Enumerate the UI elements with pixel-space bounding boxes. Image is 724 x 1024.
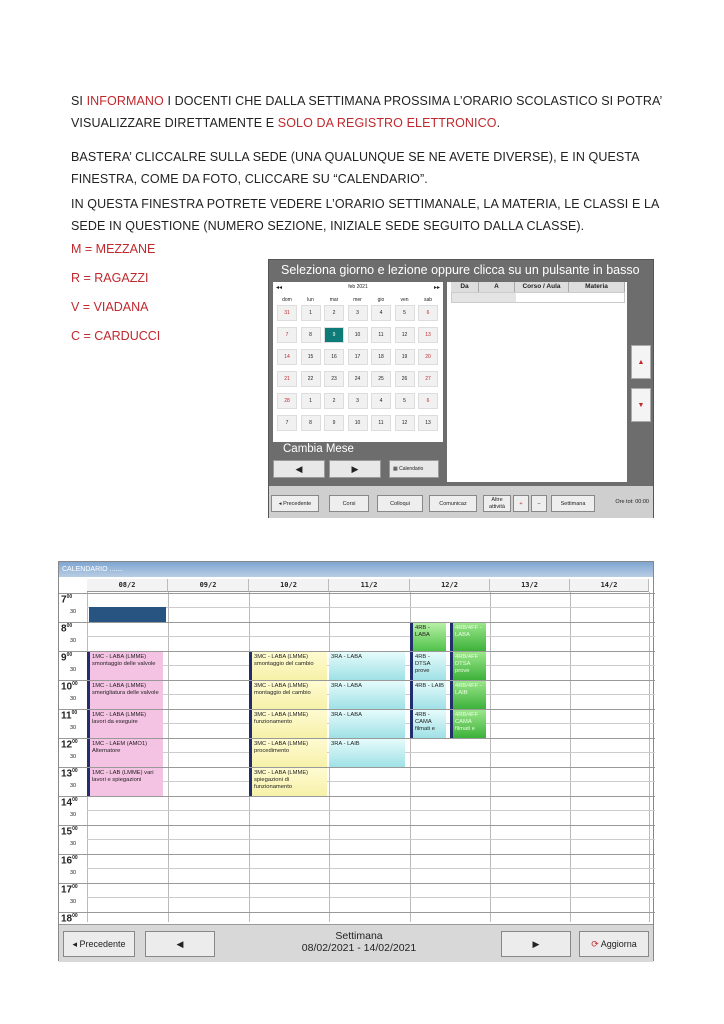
day-cell[interactable]: 26: [395, 371, 415, 387]
day-cell[interactable]: 16: [324, 349, 344, 365]
intro-highlight: SOLO DA REGISTRO ELETTRONICO: [277, 116, 497, 130]
event-block[interactable]: 1MC - LAEM (AMO1) Alternatore: [87, 739, 163, 767]
week-title: Settimana: [335, 930, 383, 942]
hour-label: $8^{00}$: [61, 623, 73, 635]
prev-month-button[interactable]: ◀: [273, 460, 325, 478]
half-hour-label: 30: [70, 899, 77, 905]
day-column-header: 11/2: [329, 579, 410, 592]
day-column-header: 14/2: [570, 579, 649, 592]
day-cell[interactable]: 20: [418, 349, 438, 365]
day-cell[interactable]: 9: [324, 415, 344, 431]
event-block[interactable]: 1MC - LAB (LMME) vari lavori e spiegazioni: [87, 768, 163, 796]
day-cell[interactable]: 6: [418, 393, 438, 409]
weekday-label: dom: [282, 297, 292, 303]
calendar-title: CALENDARIO .......: [59, 562, 653, 577]
event-block[interactable]: 1MC - LABA (LMME) smontaggio delle valvole: [87, 652, 163, 680]
day-cell[interactable]: 10: [348, 327, 368, 343]
day-cell[interactable]: 11: [371, 327, 391, 343]
corsi-button[interactable]: Corsi: [329, 495, 369, 512]
half-hour-label: 30: [70, 638, 77, 644]
calendar-bottom-bar: [59, 924, 653, 962]
add-button[interactable]: +: [513, 495, 529, 512]
col-da: Da: [451, 282, 479, 292]
day-cell[interactable]: 5: [395, 393, 415, 409]
next-week-button[interactable]: ▶: [501, 931, 571, 957]
day-cell[interactable]: 14: [277, 349, 297, 365]
col-corso-aula: Corso / Aula: [515, 282, 569, 292]
next-month-button[interactable]: ▶: [329, 460, 381, 478]
hour-divider: [59, 825, 655, 826]
weekday-label: gio: [377, 297, 385, 303]
scroll-down-button[interactable]: ▼: [631, 388, 651, 422]
hour-label: $14^{00}$: [61, 797, 78, 809]
legend-ragazzi: R = RAGAZZI: [71, 271, 149, 285]
intro-text: IN QUESTA FINESTRA POTRETE VEDERE L’ORARIO SETTIMANALE, LA MATERIA, LE CLASSI E LA: [71, 197, 660, 211]
calendario-button[interactable]: [389, 460, 439, 478]
mini-calendar: [273, 282, 443, 442]
col-a: A: [479, 282, 515, 292]
day-cell[interactable]: 7: [277, 415, 297, 431]
event-block[interactable]: 4RB/4FF - LABA: [450, 623, 486, 651]
event-block[interactable]: 4RB - LAIB: [410, 681, 446, 709]
half-hour-divider: [87, 781, 655, 782]
mini-calendar-month: feb 2021: [348, 284, 368, 290]
day-cell[interactable]: 12: [395, 327, 415, 343]
half-hour-label: 30: [70, 812, 77, 818]
day-column-header: 09/2: [168, 579, 249, 592]
prev-month-icon[interactable]: ◂◂: [276, 285, 283, 291]
day-column-header: 08/2: [87, 579, 168, 592]
hour-divider: [59, 796, 655, 797]
comunicazioni-button[interactable]: Comunicaz: [429, 495, 477, 512]
precedente-button[interactable]: [63, 931, 135, 957]
half-hour-label: 30: [70, 667, 77, 673]
event-block[interactable]: 4RB/4FF DTSA prove: [450, 652, 486, 680]
half-hour-label: 30: [70, 841, 77, 847]
col-materia: Materia: [569, 282, 625, 292]
hour-label: $17^{00}$: [61, 884, 78, 896]
half-hour-label: 30: [70, 870, 77, 876]
ore-totali: Ore tot: 00:00: [615, 499, 649, 505]
half-hour-divider: [87, 810, 655, 811]
scroll-up-button[interactable]: ▲: [631, 345, 651, 379]
half-hour-divider: [87, 607, 655, 608]
weekday-label: sab: [423, 297, 433, 303]
day-cell[interactable]: 12: [395, 415, 415, 431]
weekday-label: lun: [307, 297, 314, 303]
cambia-mese-label: Cambia Mese: [283, 443, 354, 455]
event-block[interactable]: 3RA - LAIB: [329, 739, 405, 767]
lesson-row-selected-cell: [452, 293, 516, 302]
day-cell[interactable]: 10: [348, 415, 368, 431]
event-block[interactable]: 3MC - LABA (LMME) procedimento: [249, 739, 327, 767]
event-block[interactable]: 4RB/4FF CAMA filmati e: [450, 710, 486, 738]
next-month-icon[interactable]: ▸▸: [433, 285, 440, 291]
hour-label: $7^{00}$: [61, 594, 73, 606]
weekday-label: mar: [329, 297, 339, 303]
day-cell[interactable]: 21: [277, 371, 297, 387]
day-column-header: 10/2: [249, 579, 329, 592]
half-hour-label: 30: [70, 696, 77, 702]
event-block[interactable]: 4RB - DTSA prove: [410, 652, 446, 680]
day-cell[interactable]: 3: [348, 305, 368, 321]
lesson-row[interactable]: [451, 292, 625, 303]
day-cell[interactable]: 23: [324, 371, 344, 387]
day-cell[interactable]: 24: [348, 371, 368, 387]
hour-label: $13^{00}$: [61, 768, 78, 780]
event-block[interactable]: 1MC - LABA (LMME) lavori da eseguire: [87, 710, 163, 738]
day-cell[interactable]: 2: [324, 393, 344, 409]
calendario-label: Calendario: [399, 466, 424, 472]
intro-text: VISUALIZZARE DIRETTAMENTE E: [71, 116, 278, 130]
half-hour-label: 30: [70, 725, 77, 731]
colloqui-button[interactable]: Colloqui: [377, 495, 423, 512]
hour-divider: [59, 622, 655, 623]
intro-paragraph-3: [71, 193, 659, 237]
hour-label: $10^{00}$: [61, 681, 78, 693]
column-divider: [490, 592, 491, 922]
dialog-header: Seleziona giorno e lezione oppure clicca su un pulsante in basso: [281, 263, 640, 277]
half-hour-label: 30: [70, 609, 77, 615]
event-block[interactable]: 3MC - LABA (LMME) smontaggio del cambio: [249, 652, 327, 680]
intro-text: SI: [71, 94, 87, 108]
event-block[interactable]: 4RB - CAMA filmati e: [410, 710, 446, 738]
hour-divider: [59, 912, 655, 913]
day-cell[interactable]: 25: [371, 371, 391, 387]
day-column-header: 13/2: [490, 579, 570, 592]
day-cell[interactable]: 5: [395, 305, 415, 321]
event-block[interactable]: 3RA - LABA: [329, 681, 405, 709]
column-divider: [649, 592, 650, 922]
day-cell[interactable]: 22: [301, 371, 321, 387]
event-block[interactable]: 1MC - LABA (LMME) smerigliatura delle valvole: [87, 681, 163, 709]
event-block[interactable]: 4RB/4FF - LAIB: [450, 681, 486, 709]
settimana-button[interactable]: Settimana: [551, 495, 595, 512]
day-column-header: 12/2: [410, 579, 490, 592]
day-cell[interactable]: 8: [301, 327, 321, 343]
hour-divider: [59, 854, 655, 855]
day-cell[interactable]: 15: [301, 349, 321, 365]
intro-text: SEDE IN QUESTIONE (NUMERO SEZIONE, INIZIALE SEDE SEGUITO DALLA CLASSE).: [71, 219, 585, 233]
altre-attivita-button[interactable]: Altre attività: [483, 495, 511, 512]
refresh-icon: ⟳: [591, 939, 601, 949]
day-cell[interactable]: 9: [324, 327, 344, 343]
remove-button[interactable]: −: [531, 495, 547, 512]
weekday-label: ven: [400, 297, 409, 303]
day-cell[interactable]: 31: [277, 305, 297, 321]
half-hour-divider: [87, 897, 655, 898]
dialog-bottom-bar: [269, 486, 653, 518]
intro-text: I DOCENTI CHE DALLA SETTIMANA PROSSIMA L’ORARIO SCOLASTICO SI POTRA’: [163, 94, 663, 108]
intro-text: .: [496, 116, 501, 130]
day-cell[interactable]: 3: [348, 393, 368, 409]
day-cell[interactable]: 1: [301, 393, 321, 409]
half-hour-divider: [87, 868, 655, 869]
event-block[interactable]: 4RB - LABA: [410, 623, 446, 651]
day-cell[interactable]: 13: [418, 415, 438, 431]
intro-text: BASTERA’ CLICCALRE SULLA SEDE (UNA QUALUNQUE SE NE AVETE DIVERSE), E IN QUESTA: [71, 150, 640, 164]
day-selection-dialog: [268, 259, 654, 518]
hour-label: $15^{00}$: [61, 826, 78, 838]
legend-carducci: C = CARDUCCI: [71, 329, 161, 343]
legend-mezzane: M = MEZZANE: [71, 242, 156, 256]
day-cell[interactable]: 8: [301, 415, 321, 431]
column-divider: [570, 592, 571, 922]
hour-divider: [59, 593, 655, 594]
intro-highlight: INFORMANO: [86, 94, 164, 108]
day-cell[interactable]: 4: [371, 393, 391, 409]
intro-paragraph-2: [71, 146, 640, 190]
prev-week-button[interactable]: ◀: [145, 931, 215, 957]
event-block[interactable]: 3MC - LABA (LMME) montaggio del cambio: [249, 681, 327, 709]
day-cell[interactable]: 1: [301, 305, 321, 321]
precedente-label: ◂ Precedente: [72, 939, 126, 949]
half-hour-divider: [87, 636, 655, 637]
precedente-button[interactable]: ◂ Precedente: [271, 495, 319, 512]
selected-slot[interactable]: [89, 607, 166, 622]
day-cell[interactable]: 11: [371, 415, 391, 431]
week-range: 08/02/2021 - 14/02/2021: [301, 942, 417, 954]
intro-text: FINESTRA, COME DA FOTO, CLICCARE SU “CALENDARIO”.: [71, 172, 428, 186]
column-divider: [168, 592, 169, 922]
day-cell[interactable]: 6: [418, 305, 438, 321]
lesson-grid: [447, 282, 627, 482]
event-block[interactable]: 3RA - LABA: [329, 652, 405, 680]
calendar-icon: ▦: [393, 466, 400, 472]
event-block[interactable]: 3MC - LABA (LMME) funzionamento: [249, 710, 327, 738]
hour-label: $18^{00}$: [61, 913, 78, 925]
weekday-label: mer: [353, 297, 362, 303]
day-cell[interactable]: 28: [277, 393, 297, 409]
day-cell[interactable]: 4: [371, 305, 391, 321]
hour-label: $12^{00}$: [61, 739, 78, 751]
day-cell[interactable]: 19: [395, 349, 415, 365]
event-block[interactable]: 3RA - LABA: [329, 710, 405, 738]
event-block[interactable]: 3MC - LABA (LMME) spiegazioni di funzionamento: [249, 768, 327, 796]
intro-paragraph-1: [71, 90, 662, 134]
day-cell[interactable]: 17: [348, 349, 368, 365]
day-cell[interactable]: 2: [324, 305, 344, 321]
weekly-calendar-window: [58, 561, 654, 961]
week-label: [279, 930, 439, 954]
aggiorna-button[interactable]: [579, 931, 649, 957]
day-cell[interactable]: 7: [277, 327, 297, 343]
hour-label: $16^{00}$: [61, 855, 78, 867]
day-cell[interactable]: 13: [418, 327, 438, 343]
half-hour-label: 30: [70, 783, 77, 789]
hour-label: $9^{00}$: [61, 652, 73, 664]
aggiorna-label: Aggiorna: [600, 939, 637, 949]
hour-divider: [59, 883, 655, 884]
day-cell[interactable]: 18: [371, 349, 391, 365]
legend-viadana: V = VIADANA: [71, 300, 149, 314]
hour-label: $11^{00}$: [61, 710, 78, 722]
half-hour-divider: [87, 839, 655, 840]
day-cell[interactable]: 27: [418, 371, 438, 387]
half-hour-label: 30: [70, 754, 77, 760]
